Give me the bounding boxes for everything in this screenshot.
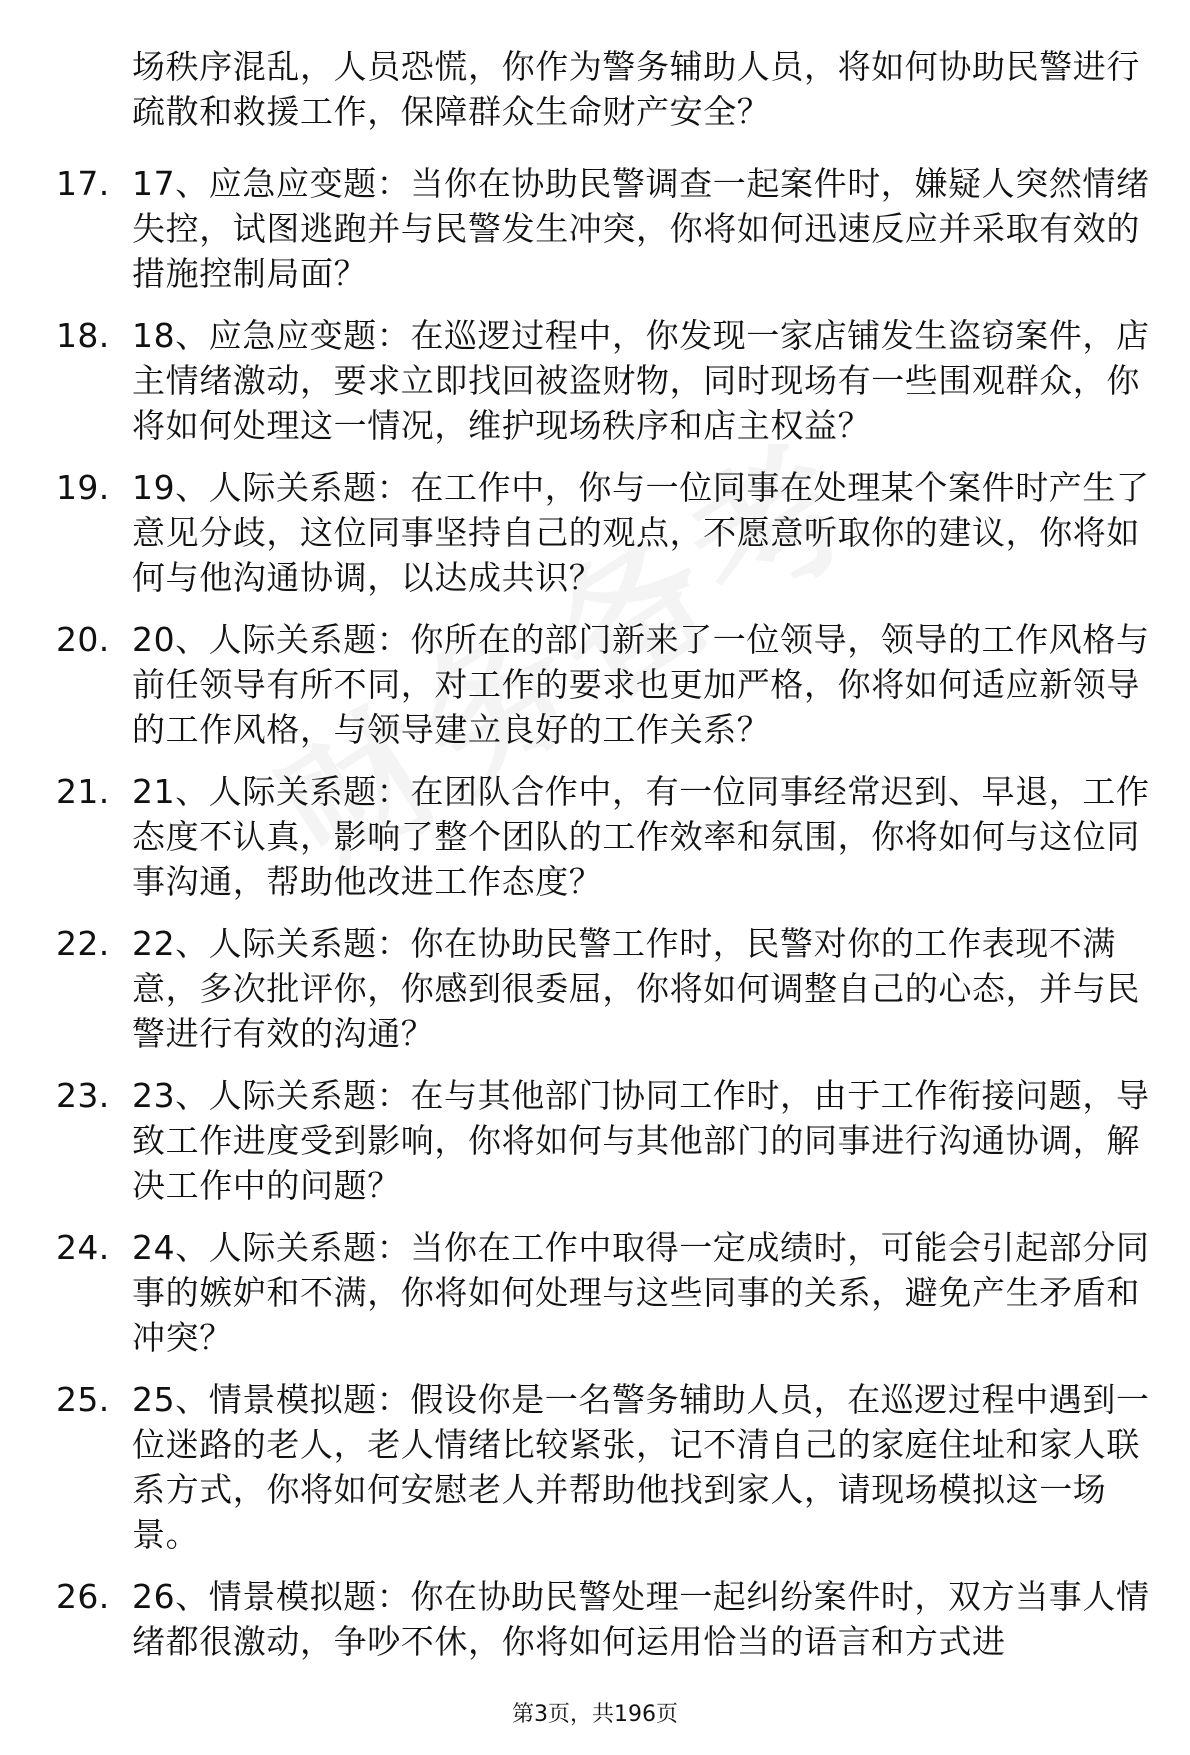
list-number: 21.	[56, 772, 110, 811]
list-item	[56, 769, 1152, 904]
question-text: 17、应急应变题：当你在协助民警调查一起案件时，嫌疑人突然情绪失控，试图逃跑并与民警发生冲突，你将如何迅速反应并采取有效的措施控制局面？	[132, 164, 1150, 293]
continued-paragraph: 场秩序混乱，人员恐慌，你作为警务辅助人员，将如何协助民警进行疏散和救援工作，保障群众生命财产安全？	[132, 47, 1140, 131]
list-number: 19.	[56, 468, 110, 507]
list-item	[56, 1225, 1152, 1360]
list-item	[56, 313, 1152, 448]
list-number: 26.	[56, 1577, 110, 1616]
question-text: 20、人际关系题：你所在的部门新来了一位领导，领导的工作风格与前任领导有所不同，对工作的要求也更加严格，你将如何适应新领导的工作风格，与领导建立良好的工作关系？	[132, 620, 1150, 749]
list-number: 24.	[56, 1228, 110, 1267]
list-item	[56, 465, 1152, 600]
list-number: 23.	[56, 1076, 110, 1115]
list-item	[56, 1377, 1152, 1557]
question-text: 26、情景模拟题：你在协助民警处理一起纠纷案件时，双方当事人情绪都很激动，争吵不休，你将如何运用恰当的语言和方式进	[132, 1577, 1150, 1661]
list-item	[56, 921, 1152, 1056]
question-list	[56, 161, 1152, 1664]
page-footer	[0, 1700, 1190, 1730]
question-text: 18、应急应变题：在巡逻过程中，你发现一家店铺发生盗窃案件，店主情绪激动，要求立即找回被盗财物，同时现场有一些围观群众，你将如何处理这一情况，维护现场秩序和店主权益？	[132, 316, 1150, 445]
list-number: 20.	[56, 620, 110, 659]
question-text: 19、人际关系题：在工作中，你与一位同事在处理某个案件时产生了意见分歧，这位同事坚持自己的观点，不愿意听取你的建议，你将如何与他沟通协调，以达成共识？	[132, 468, 1150, 597]
question-text: 25、情景模拟题：假设你是一名警务辅助人员，在巡逻过程中遇到一位迷路的老人，老人情绪比较紧张，记不清自己的家庭住址和家人联系方式，你将如何安慰老人并帮助他找到家人，请现场模拟这一场景。	[132, 1380, 1150, 1554]
question-text: 22、人际关系题：你在协助民警工作时，民警对你的工作表现不满意，多次批评你，你感到很委屈，你将如何调整自己的心态，并与民警进行有效的沟通？	[132, 924, 1140, 1053]
document-content	[56, 44, 1152, 1681]
page-number-label: 第3页，共196页	[512, 1702, 678, 1727]
question-text: 24、人际关系题：当你在工作中取得一定成绩时，可能会引起部分同事的嫉妒和不满，你将如何处理与这些同事的关系，避免产生矛盾和冲突？	[132, 1228, 1150, 1357]
list-number: 17.	[56, 164, 110, 203]
list-item	[56, 1073, 1152, 1208]
list-number: 22.	[56, 924, 110, 963]
list-item	[56, 1574, 1152, 1664]
question-text: 23、人际关系题：在与其他部门协同工作时，由于工作衔接问题，导致工作进度受到影响，你将如何与其他部门的同事进行沟通协调，解决工作中的问题？	[132, 1076, 1150, 1205]
list-item	[56, 161, 1152, 296]
list-number: 18.	[56, 316, 110, 355]
list-item	[56, 617, 1152, 752]
list-number: 25.	[56, 1380, 110, 1419]
question-text: 21、人际关系题：在团队合作中，有一位同事经常迟到、早退，工作态度不认真，影响了整个团队的工作效率和氛围，你将如何与这位同事沟通，帮助他改进工作态度？	[132, 772, 1150, 901]
